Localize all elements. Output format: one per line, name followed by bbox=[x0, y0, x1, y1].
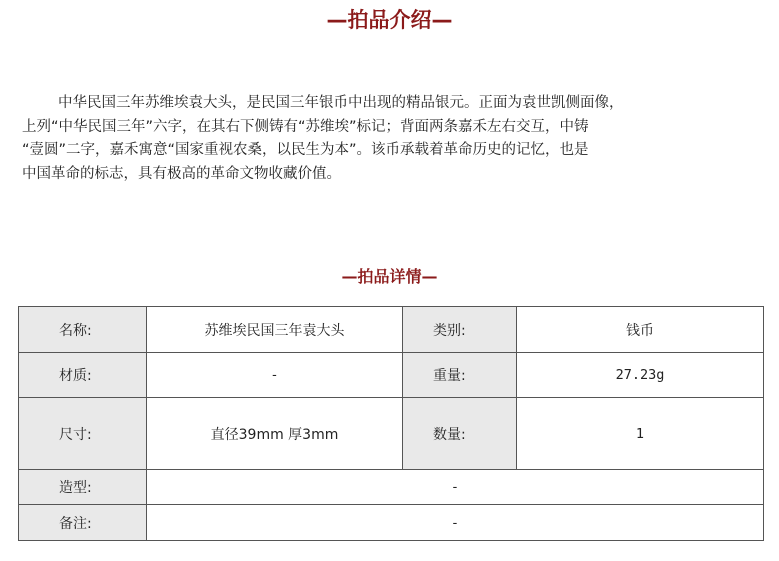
size-label: 尺寸: bbox=[19, 398, 147, 470]
table-row bbox=[19, 470, 764, 505]
intro-line: “壹圆”二字，嘉禾寓意“国家重视农桑，以民生为本”。该币承载着革命历史的记忆，也是 bbox=[22, 142, 589, 158]
intro-section-title: —拍品介绍— bbox=[326, 8, 453, 32]
intro-line: 中国革命的标志，具有极高的革命文物收藏价值。 bbox=[22, 165, 341, 182]
category-label: 类别: bbox=[403, 307, 517, 353]
shape-label: 造型: bbox=[19, 470, 147, 505]
material-label: 材质: bbox=[19, 353, 147, 398]
intro-line: 中华民国三年苏维埃袁大头，是民国三年银币中出现的精品银元。正面为袁世凯侧面像， bbox=[58, 95, 624, 111]
table-row bbox=[19, 353, 764, 398]
remark-label: 备注: bbox=[19, 505, 147, 541]
table-row bbox=[19, 307, 764, 353]
details-table bbox=[18, 306, 764, 541]
name-value: 苏维埃民国三年袁大头 bbox=[147, 307, 403, 353]
category-value: 钱币 bbox=[517, 307, 764, 353]
weight-label: 重量: bbox=[403, 353, 517, 398]
weight-value: 27.23g bbox=[517, 353, 764, 398]
quantity-value: 1 bbox=[517, 398, 764, 470]
size-value: 直径39mm 厚3mm bbox=[147, 398, 403, 470]
name-label: 名称: bbox=[19, 307, 147, 353]
intro-paragraph bbox=[22, 92, 752, 186]
quantity-label: 数量: bbox=[403, 398, 517, 470]
shape-value: - bbox=[147, 470, 764, 505]
material-value: - bbox=[147, 353, 403, 398]
intro-line: 上列“中华民国三年”六字，在其右下侧铸有“苏维埃”标记；背面两条嘉禾左右交互，中铸 bbox=[22, 118, 589, 135]
remark-value: - bbox=[147, 505, 764, 541]
details-section-title: —拍品详情— bbox=[341, 267, 438, 286]
table-row bbox=[19, 505, 764, 541]
table-row bbox=[19, 398, 764, 470]
